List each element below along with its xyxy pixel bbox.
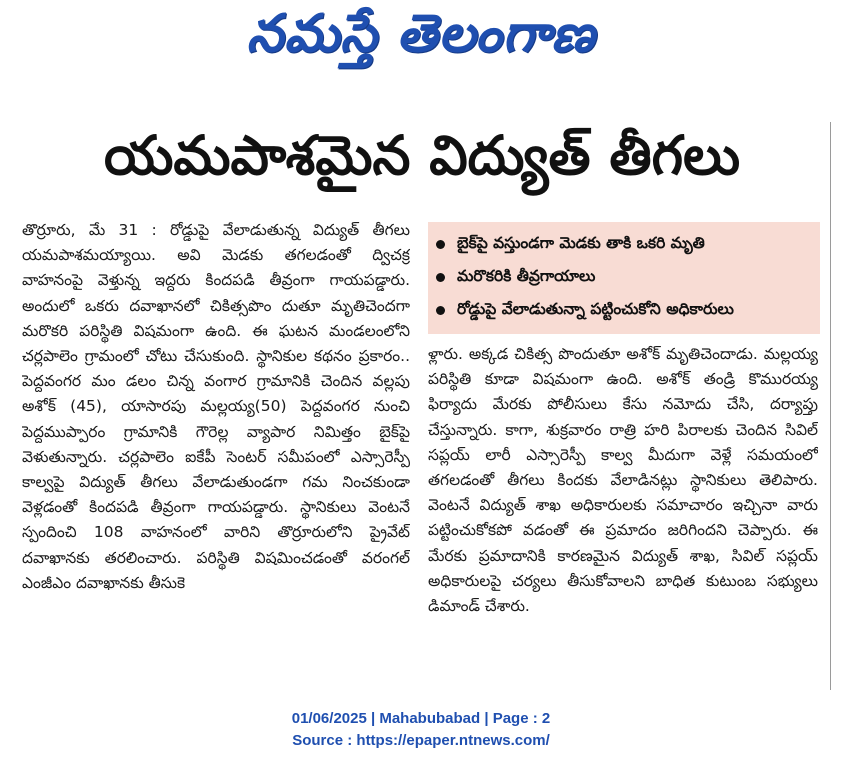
highlight-text: రోడ్డుపై వేలాడుతున్నా పట్టించుకోని అధికారులు (457, 299, 734, 318)
highlight-text: బైక్‌పై వస్తుండగా మెడకు తాకి ఒకరి మృతి (457, 233, 705, 252)
article-body-right: ళ్లారు. అక్కడ చికిత్స పొందుతూ అశోక్ మృతిచెందాడు. మల్లయ్య పరిస్థితి కూడా విషమంగా ఉంది. అశోక్ తండ్రి కొమురయ్య ఫిర్యాదు మేరకు పోలీసులు కేసు నమోదు చేసి, దర్యాప్తు చేస్తున్నారు. కాగా, శుక్రవారం రాత్రి హరి పిరాలకు చెందిన సివిల్ సప్లయ్ లారీ ఎస్సారెస్పీ కాల్వ మీదుగా వెళ్లే సమయంలో తగలడంతో తీగలు కిందకు వేలాడినట్లు స్థానికులు తెలిపారు. వెంటనే విద్యుత్ శాఖ అధికారులకు సమాచారం ఇచ్చినా వారు పట్టించుకోకపో వడంతో ఈ ప్రమాదం జరిగిందని చెప్పారు. ఈ మేరకు ప్రమాదానికి కారణమైన విద్యుత్ శాఖ, సివిల్ సప్లయ్ అధికారులపై చర్యలు తీసుకోవాలని బాధిత కుటుంబ సభ్యులు డిమాండ్ చేశారు. (428, 345, 818, 616)
bullet-icon (436, 273, 445, 282)
bullet-icon (436, 240, 445, 249)
bullet-icon (436, 306, 445, 315)
highlight-item (436, 294, 812, 327)
highlight-text: మరొకరికి తీవ్రగాయాలు (457, 266, 596, 285)
column-divider (830, 122, 831, 690)
page-footer (0, 708, 842, 752)
article-headline: యమపాశమైన విద్యుత్ తీగలు (103, 123, 741, 187)
edition-info: 01/06/2025 | Mahabubabad | Page : 2 (291, 710, 551, 727)
source-link[interactable]: Source : https://epaper.ntnews.com/ (292, 732, 550, 749)
highlight-item (436, 228, 812, 261)
highlight-item (436, 261, 812, 294)
article-body-left: తొర్రూరు, మే 31 : రోడ్డుపై వేలాడుతున్న విద్యుత్ తీగలు యమపాశమయ్యాయి. అవి మెడకు తగలడంతో ద్విచక్ర వాహనంపై వెళ్తున్న ఇద్దరు కిందపడి తీవ్రంగా గాయపడ్డారు. అందులో ఒకరు దవాఖానలో చికిత్సపొం దుతూ మృతిచెందగా మరొకరి పరిస్థితి విషమంగా ఉంది. ఈ ఘటన మండలంలోని చర్లపాలెం గ్రామంలో చోటు చేసుకుంది. స్థానికుల కథనం ప్రకారం.. పెద్దవంగర మం డలం చిన్న వంగార గ్రామానికి చెందిన వల్లపు అశోక్ (45), యాసారపు మల్లయ్య(50) పెద్దవంగర నుంచి పెద్దముప్పారం గ్రామానికి గౌరెల్ల వ్యాపార నిమిత్తం బైక్‌పై వెళుతున్నారు. చర్లపాలెం ఐకేపీ సెంటర్ సమీపంలో ఎస్సారెస్పీ కాల్వపై విద్యుత్ తీగలు వేలాడుతుండగా గమ నించకుండా వెళ్లడంతో కిందపడి తీవ్రంగా గాయపడ్డారు. స్థానికులు వెంటనే స్పందించి 108 వాహనంలో వారిని తొర్రూరులోని ప్రైవేట్ దవాఖానకు తరలించారు. పరిస్థితి విషమించడంతో వరంగల్ ఎంజీఎం దవాఖానకు తీసుకె (22, 221, 410, 592)
article-headline-box (22, 122, 822, 202)
masthead (0, 0, 842, 80)
newspaper-logo: నమస్తే తెలంగాణ (246, 3, 596, 64)
highlights-box (428, 222, 820, 334)
